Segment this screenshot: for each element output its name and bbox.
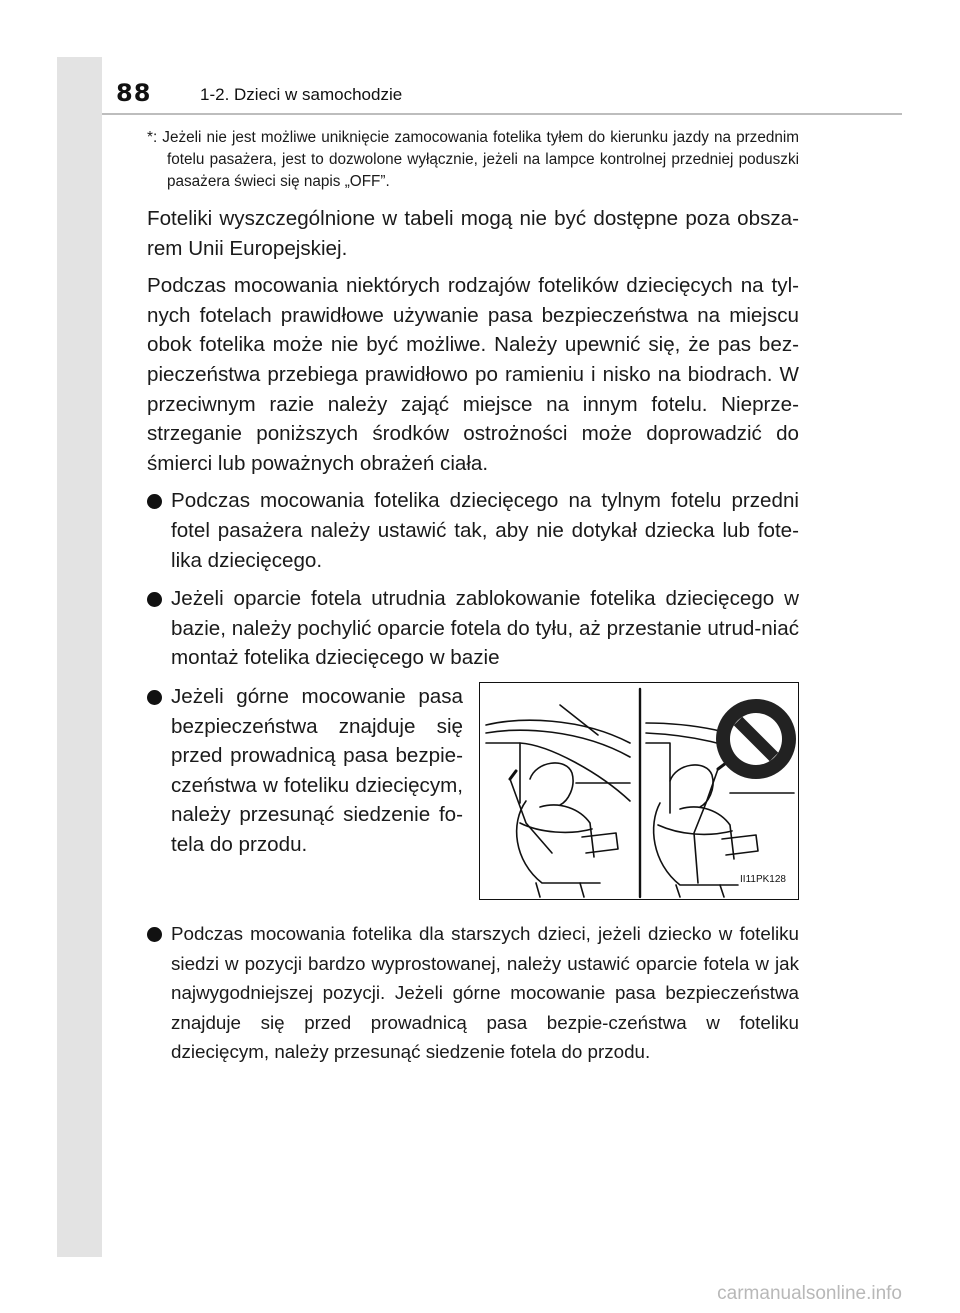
bullet-item: [147, 919, 799, 1067]
bullet-icon: [147, 592, 162, 607]
section-title: 1-2. Dzieci w samochodzie: [200, 85, 403, 104]
bullet-item: [147, 584, 799, 673]
bullet-item: [147, 486, 799, 575]
footnote: *: Jeżeli nie jest możliwe uniknięcie zamocowania fotelika tyłem do kierunku jazdy na przednim fotelu pasażera, jest to dozwolone wyłącznie, jeżeli na lampce kontrolnej przedniej poduszki pasażera świeci się napis „OFF”.: [147, 129, 799, 190]
child-seat-illustration: [479, 682, 799, 900]
bullet-icon: [147, 690, 162, 705]
paragraph-warning: Podczas mocowania niektórych rodzajów fotelików dziecięcych na tyl-nych fotelach prawidłowe używanie pasa bezpieczeństwa na miejscu obok fotelika może nie być możliwe. Należy upewnić się, że pas bez-pieczeństwa przebiega prawidłowo po ramieniu i nisko na biodrach. W przeciwnym razie należy zająć miejsce na innym fotelu. Nieprze-strzeganie poniższych środków ostrożności może doprowadzić do śmierci lub poważnych obrażeń ciała.: [147, 274, 799, 475]
prohibition-icon: [716, 699, 796, 779]
bullet-text: Podczas mocowania fotelika dziecięcego na tylnym fotelu przedni fotel pasażera należy ustawić tak, aby nie dotykał dziecka lub fote-lika dziecięcego.: [171, 489, 799, 572]
page-header: [102, 57, 902, 115]
bullet-item: [147, 682, 463, 860]
bullet-icon: [147, 494, 162, 509]
bullet-text: Jeżeli górne mocowanie pasa bezpieczeństwa znajduje się przed prowadnicą pasa bezpie-czeństwa w foteliku dziecięcym, należy przesunąć siedzenie fo-tela do przodu.: [171, 684, 463, 856]
page-number: 88: [116, 79, 152, 107]
bullet-text: Jeżeli oparcie fotela utrudnia zablokowanie fotelika dziecięcego w bazie, należy pochylić oparcie fotela do tyłu, aż przestanie utrud-niać montaż fotelika dziecięcego w bazie: [171, 587, 799, 670]
watermark: carmanualsonline.info: [717, 1283, 902, 1304]
figure-row: [147, 682, 799, 910]
side-tab-bar: [57, 57, 102, 1257]
main-content: [147, 127, 799, 1076]
bullet-icon: [147, 927, 162, 942]
figure-code: II11PK128: [740, 874, 786, 886]
paragraph-availability: Foteliki wyszczególnione w tabeli mogą nie być dostępne poza obsza-rem Unii Europejskiej.: [147, 207, 799, 260]
bullet-text: Podczas mocowania fotelika dla starszych dzieci, jeżeli dziecko w foteliku siedzi w pozycji bardzo wyprostowanej, należy ustawić oparcie fotela w jak najwygodniejszej pozycji. Jeżeli górne mocowanie pasa bezpieczeństwa znajduje się przed prowadnicą pasa bezpie-czeństwa w foteliku dziecięcym, należy przesunąć siedzenie fotela do przodu.: [171, 922, 799, 1063]
